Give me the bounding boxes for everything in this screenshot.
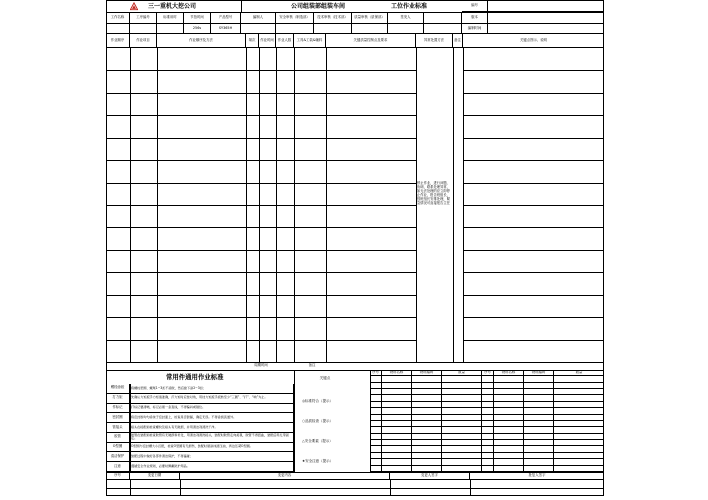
bom-header-cell: 序号: [482, 370, 494, 376]
bom-header-cell: 物料编码: [412, 370, 442, 376]
bom-header-cell: 数量: [442, 370, 482, 376]
table-row-divider: [106, 115, 416, 116]
general-row-label: 胶管: [106, 433, 130, 443]
general-row-label: 螺栓涂胶: [106, 384, 130, 394]
table-row-divider: [463, 250, 604, 251]
hdr-author: 编制人: [241, 12, 276, 24]
col-tools: 工具&工装&辅料: [294, 34, 326, 48]
legend-item: ○品质检查（提示）: [302, 419, 334, 423]
table-row-divider: [106, 295, 416, 296]
legend-item: △安全要素（提示）: [302, 439, 333, 443]
val-takt-time: 256s: [184, 24, 211, 34]
hdr-version: 版本: [462, 12, 488, 24]
hdr-date: 编制时间: [462, 24, 488, 34]
table-row-divider: [106, 160, 416, 161]
workshop-name: 公司组装部组装车间: [291, 3, 346, 10]
table-row-divider: [463, 295, 604, 296]
val-product-model: SY365H: [211, 24, 241, 34]
general-row-text: 先确认力矩扳手力矩值准确，打力矩时应按对角，用挂力矩扳手扳转至少“三圈”、“打”、“响”为止。: [130, 394, 294, 404]
bom-cell: [494, 466, 524, 472]
val-tech-review: [314, 24, 352, 34]
hdr-product-model: 产品型号: [211, 12, 241, 24]
table-row-divider: [106, 272, 416, 273]
bom-cell: [524, 466, 554, 472]
legend-item: ★安全注意（提示）: [302, 459, 334, 463]
col-headcount: 作业人数: [276, 34, 294, 48]
table-row-divider: [106, 250, 416, 251]
table-row-divider: [463, 272, 604, 273]
general-row-label: 管接头: [106, 423, 130, 433]
val-issuer: [388, 24, 424, 34]
bom-header-cell: 物料名称: [494, 370, 524, 376]
table-row-divider: [463, 70, 604, 71]
general-row-text: 装配过程中做好各部件清洁保护，不得磕碰；: [130, 452, 294, 462]
general-row-text: 接头在接配前检查螺纹及接头有无破损，并用清洁剂清洗干净。: [130, 423, 294, 433]
val-date: [488, 24, 604, 34]
key-label: 关键点: [319, 376, 331, 380]
table-row-divider: [106, 205, 416, 206]
remark-label: 备注: [308, 363, 316, 368]
hdr-code: 编号: [462, 0, 488, 12]
hdr-quality-review: 质量审核（质保部）: [352, 12, 388, 24]
bom-cell: [412, 466, 442, 472]
general-row-label: 作标记: [106, 404, 130, 414]
general-row-label: 打力矩: [106, 394, 130, 404]
general-row-text: 打标记要清晰，标记必须一条直线，不得偏斜或错位。: [130, 404, 294, 414]
val-blank: [424, 24, 462, 34]
hdr-safety-review: 安全审核（制造部）: [276, 12, 314, 24]
col-item: 作业项目: [130, 34, 157, 48]
table-row-divider: [463, 160, 604, 161]
table-row-divider: [106, 340, 416, 341]
change-hdr-approver: 批复人签字: [470, 472, 604, 480]
general-row-text: O型圈与密封槽大小匹配，检查O型圈有无损伤，装配时须涂抹液压油，再边压紧O型圈。: [130, 443, 294, 453]
val-process-no: [130, 24, 157, 34]
col-time: 作业时间: [259, 34, 276, 48]
hdr-issuer: 签发人: [388, 12, 424, 24]
hdr-tech-review: 技术审核（技术部）: [314, 12, 352, 24]
table-row-divider: [106, 93, 416, 94]
general-row-label: O型圈: [106, 443, 130, 453]
anomaly-handling-text: 停止作业，进行问题、协调，联系处理异常，如无法处理的应立即停止作业，报告班组长，按班组长安排处理，紧急情况可直接报告主任: [417, 181, 450, 205]
table-row-divider: [106, 70, 416, 71]
bom-cell: [442, 466, 482, 472]
general-row-text: 将密封胶均匀涂抹于密封面上，检查是否泄漏，确定无误。不得涂到流道外。: [130, 413, 294, 423]
col-remark: 备注: [453, 34, 463, 48]
work-standard-sheet: [106, 0, 604, 496]
cycle-time-label: 周期时间: [254, 363, 268, 368]
general-row-text: 将螺栓垫圈、螺尾1~3扣不涂胶，然后旋下涂2~3扣；: [130, 384, 294, 394]
val-author: [241, 24, 276, 34]
val-version: [488, 12, 604, 24]
hdr-takt-time: 节拍时间: [184, 12, 211, 24]
hdr-standard-time: 标准用时: [157, 12, 184, 24]
legend-item: ◎标准符合（提示）: [302, 399, 334, 403]
table-row-divider: [463, 115, 604, 116]
table-row-divider: [463, 340, 604, 341]
col-anomaly: 异常处置方法: [416, 34, 453, 48]
val-standard-time: [157, 24, 184, 34]
change-hdr-date: 变更日期: [130, 472, 180, 480]
table-row-divider: [463, 138, 604, 139]
change-hdr-changer: 变更人签字: [390, 472, 470, 480]
general-standard-title: 常用件通用作业标准: [166, 373, 224, 381]
table-row-divider: [106, 138, 416, 139]
val-quality-review: [352, 24, 388, 34]
bom-cell: [370, 466, 382, 472]
col-desc: 作业顺序及方法: [157, 34, 246, 48]
hdr-blank: [424, 12, 462, 24]
table-row-divider: [106, 227, 416, 228]
bom-header-cell: 物料名称: [382, 370, 412, 376]
change-hdr-content: 变更内容: [180, 472, 390, 480]
table-row-divider: [463, 317, 604, 318]
document-title: 工位作业标准: [391, 3, 428, 10]
bom-header-cell: 数量: [554, 370, 604, 376]
val-code: [488, 0, 604, 12]
hdr-process-no: 工序编号: [130, 12, 157, 24]
company-name: 三一重机大挖公司: [148, 3, 197, 10]
company-logo-icon: [130, 2, 138, 11]
table-row-divider: [463, 227, 604, 228]
table-row-divider: [463, 205, 604, 206]
general-row-label: 清洁保护: [106, 452, 130, 462]
val-work-name: [106, 24, 130, 34]
bom-cell: [554, 466, 604, 472]
col-seq: 作业顺序: [106, 34, 130, 48]
bom-header-cell: 物料编码: [524, 370, 554, 376]
bom-cell: [382, 466, 412, 472]
bom-header-cell: 序号: [370, 370, 382, 376]
table-row-divider: [106, 183, 416, 184]
hdr-work-name: 工作名称: [106, 12, 130, 24]
col-diagram: 关键点图示、说明: [463, 34, 604, 48]
table-row-divider: [463, 93, 604, 94]
change-hdr-seq: 序号: [106, 472, 130, 480]
table-row-divider: [463, 183, 604, 184]
col-key-points: 关键质量控制点及要求: [326, 34, 416, 48]
general-row-text: 遵循安全作业规则，必要时佩戴防护用品。: [130, 462, 294, 472]
general-row-text: 胶管在装配前检查胶管有无破损和老化，用清洁剂清洗接头，装配时胶管走向美观，胶管不得扭曲，装配后用扎带固定。: [130, 433, 294, 443]
general-row-label: 注意: [106, 462, 130, 472]
col-freq: 频次: [246, 34, 259, 48]
general-row-label: 密封圈: [106, 413, 130, 423]
table-row-divider: [106, 317, 416, 318]
val-safety-review: [276, 24, 314, 34]
bom-cell: [482, 466, 494, 472]
